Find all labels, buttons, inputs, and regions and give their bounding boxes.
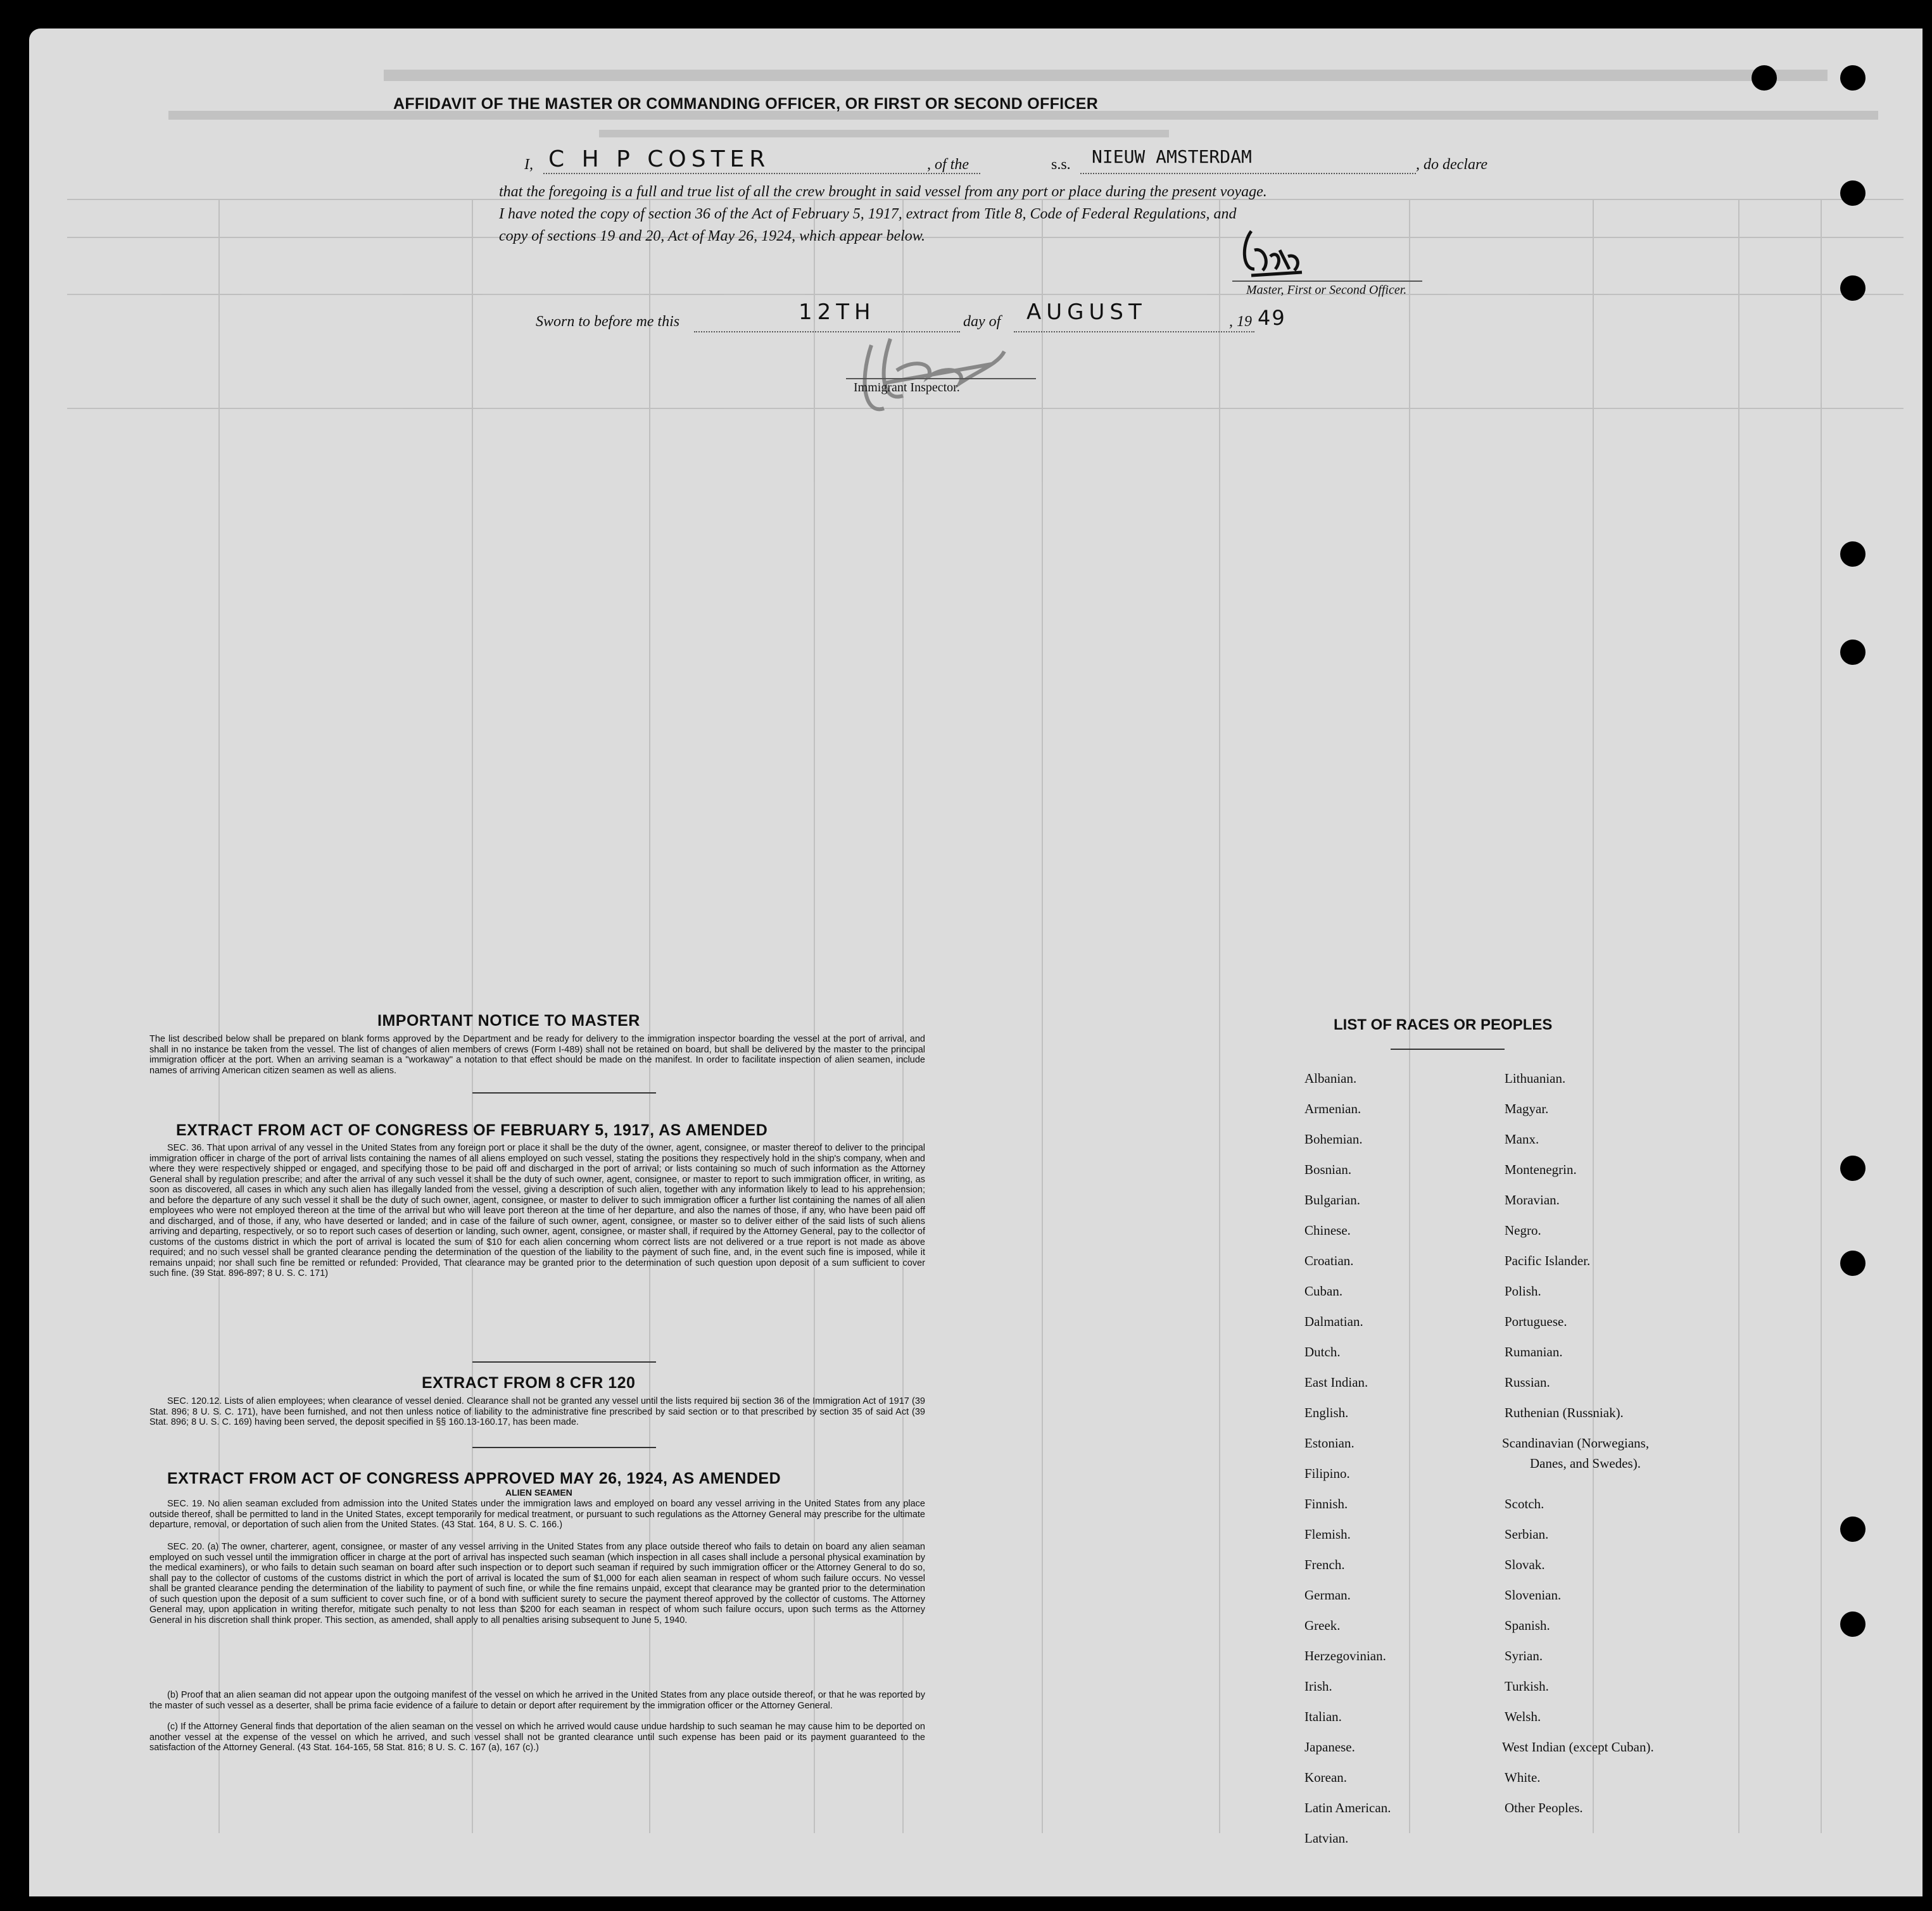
punch-hole [1752, 65, 1777, 91]
race-right: Scandinavian (Norwegians, [1502, 1435, 1650, 1451]
extract-1924-sec20a: SEC. 20. (a) The owner, charterer, agent, consignee, or master of any vessel arriving in the United States from any place outside thereof who fails to detain on board any alien seaman employed on such vessel until the immigration officer in charge at the port of arrival has inspected such seaman (which inspection in all cases shall include a personal physical examination by the medical examiners), or who fails to detain such seaman on board after such inspection or to deport such seaman if required by such immigration officer or the Attorney General to do so, shall pay to the collector of customs of the customs district in which the port of arrival is located the sum of $1,000 for each alien seaman in respect of whom such failure occurs. No vessel shall be granted clearance pending the determination of the liability to payment of such fine, or while the fine remains unpaid, except that clearance may be granted prior to the determination of such question upon the deposit of a sum sufficient to cover such fine, or of a bond with sufficient surety to secure the payment thereof approved by the collector of customs. The Attorney General may, upon application in writing therefor, mitigate such penalty to not less than $200 for each seaman in respect of whom such failure occurs, upon such terms as the Attorney General in his discretion shall think proper. This section, as amended, shall apply to all penalties arising subsequent to June 5, 1940. [149, 1542, 925, 1625]
race-right: Rumanian. [1505, 1344, 1563, 1359]
race-left: Bulgarian. [1304, 1192, 1361, 1208]
punch-hole [1840, 65, 1866, 91]
vessel-name-line [1080, 173, 1416, 174]
race-right: Portuguese. [1505, 1314, 1567, 1329]
race-left: Latin American. [1304, 1800, 1391, 1815]
race-right: Welsh. [1505, 1709, 1541, 1724]
affidavit-line-2: that the foregoing is a full and true list of all the crew brought in said vessel from any port or place during the present voyage. [499, 184, 1267, 200]
race-left: Greek. [1304, 1618, 1341, 1633]
race-right: Other Peoples. [1505, 1800, 1583, 1815]
master-caption: Master, First or Second Officer. [1246, 283, 1407, 297]
punch-hole [1840, 180, 1866, 206]
race-left: Albanian. [1304, 1071, 1357, 1086]
month-line [1014, 331, 1254, 332]
inspector-caption: Immigrant Inspector. [854, 381, 960, 394]
race-right: Russian. [1505, 1375, 1550, 1390]
divider [472, 1447, 656, 1448]
sworn-month-handwritten: AUGUST [1026, 300, 1147, 325]
extract-1924-subtitle: ALIEN SEAMEN [505, 1487, 572, 1498]
inspector-signature [846, 326, 1011, 427]
affidavit-i-label: I, [524, 156, 533, 173]
race-right: Serbian. [1505, 1527, 1549, 1542]
race-left: Latvian. [1304, 1831, 1349, 1846]
race-right: Ruthenian (Russniak). [1505, 1405, 1624, 1420]
race-left: Bohemian. [1304, 1132, 1363, 1147]
race-left: Italian. [1304, 1709, 1342, 1724]
divider [472, 1361, 656, 1363]
race-right: Spanish. [1505, 1618, 1550, 1633]
race-right: Manx. [1505, 1132, 1539, 1147]
race-right: White. [1505, 1770, 1541, 1785]
punch-hole [1840, 1517, 1866, 1542]
race-right: Slovak. [1505, 1557, 1545, 1572]
race-right: Negro. [1505, 1223, 1541, 1238]
race-right: Pacific Islander. [1505, 1253, 1591, 1268]
extract-1917-body: SEC. 36. That upon arrival of any vessel in the United States from any foreign port or place it shall be the duty of the owner, agent, consignee, or master thereof to deliver to the principal immigration officer in charge of the port of arrival lists containing the names of all aliens employed on such vessel, stating the positions they respectively hold in the ship's company, when and where they were respectively shipped or engaged, and specifying those to be paid off and discharged in the port of arrival; or lists containing so much of such information as the Attorney General shall by regulation prescribe; and after the arrival of any such vessel it shall be the duty of such owner, agent, consignee, or master to report to such immigration officer, in writing, as soon as discovered, all cases in which any such alien has illegally landed from the vessel, giving a description of such alien, together with any information likely to lead to his apprehension; and before the departure of any such vessel it shall be the duty of such owner, agent, consignee, or master to deliver to such immigration officer a further list containing the names of all alien employees who were not employed thereon at the time of the arrival but who will leave port thereon at the time of her departure, and also the names of those, if any, who have been paid off and discharged, and of those, if any, who have deserted or landed; and in case of the failure of such owner, agent, consignee, or master so to deliver either of the said lists of such aliens arriving and departing, respectively, or so to report such cases of desertion or landing, such owner, agent, consignee, or master shall, if required by the Attorney General, pay to the collector of customs of the customs district in which the port of arrival is located the sum of $10 for each alien concerning whom correct lists are not delivered or a true report is not made as above required; and no such vessel shall be granted clearance pending the determination of the question of the liability to the payment of such fine, and, in the event such fine is imposed, while it remains unpaid; nor shall such fine be remitted or refunded: Provided, That clearance may be granted prior to the determination of such question upon deposit of a sum sufficient to cover such fine. (39 Stat. 896-897; 8 U. S. C. 171) [149, 1143, 925, 1278]
race-left: Japanese. [1304, 1739, 1355, 1755]
extract-8cfr-body: SEC. 120.12. Lists of alien employees; when clearance of vessel denied. Clearance shall not be granted any vessel until the lists required bij section 36 of the Immigration Act of 1917 (39 Stat. 896; 8 U. S. C. 171), have been furnished, and not then unless notice of liability to the administrative fine prescribed by said section or to that prescribed by section 35 of said Act (39 Stat. 896; 8 U. S. C. 169) having been served, the deposit specified in §§ 160.13-160.17, has been made. [149, 1396, 925, 1427]
race-left: Dutch. [1304, 1344, 1341, 1359]
punch-hole [1840, 640, 1866, 665]
affidavit-declare-label: , do declare [1416, 156, 1488, 173]
divider [472, 1092, 656, 1094]
manifest-page [29, 28, 1923, 1896]
extract-8cfr-title: EXTRACT FROM 8 CFR 120 [422, 1374, 636, 1392]
extract-1924-sec20b: (b) Proof that an alien seaman did not appear upon the outgoing manifest of the vessel on which he arrived in the United States from any place outside thereof, or that he was reported by the master of such vessel as a deserter, shall be prima facie evidence of a failure to detain or deport after requirement by the immigration officer or the Attorney General. [149, 1690, 925, 1711]
race-left: Irish. [1304, 1679, 1332, 1694]
races-title: LIST OF RACES OR PEOPLES [1334, 1016, 1553, 1033]
ss-label: s.s. [1051, 156, 1071, 173]
master-signature-line [1232, 281, 1422, 282]
race-left: Herzegovinian. [1304, 1648, 1386, 1663]
punch-hole [1840, 1156, 1866, 1181]
race-right: Syrian. [1505, 1648, 1543, 1663]
race-right: Scotch. [1505, 1496, 1544, 1511]
race-left: Chinese. [1304, 1223, 1351, 1238]
master-name-handwritten: C H P COSTER [548, 146, 771, 172]
race-left: Armenian. [1304, 1101, 1361, 1116]
race-left: Bosnian. [1304, 1162, 1352, 1177]
race-right: Slovenian. [1505, 1587, 1562, 1603]
punch-hole [1840, 541, 1866, 567]
race-right: Magyar. [1505, 1101, 1549, 1116]
race-left: Cuban. [1304, 1283, 1343, 1299]
vessel-name-typed: NIEUW AMSTERDAM [1092, 146, 1252, 167]
race-right: Danes, and Swedes). [1530, 1456, 1641, 1471]
year-prefix: , 19 [1229, 313, 1252, 330]
punch-hole [1840, 275, 1866, 301]
affidavit-of-the-label: , of the [927, 156, 969, 173]
sworn-day-handwritten: 12TH [799, 300, 876, 325]
affidavit-line-4: copy of sections 19 and 20, Act of May 26, 1924, which appear below. [499, 228, 926, 244]
inspector-signature-line [846, 378, 1036, 379]
master-name-line [543, 173, 980, 174]
race-left: Dalmatian. [1304, 1314, 1363, 1329]
affidavit-line-3: I have noted the copy of section 36 of the Act of February 5, 1917, extract from Title 8, Code of Federal Regulations, and [499, 206, 1237, 222]
extract-1924-sec20c: (c) If the Attorney General finds that deportation of the alien seaman on the vessel on which he arrived would cause undue hardship to such seaman he may cause him to be deported on another vessel at the expense of the vessel on which he arrived, and such vessel shall not be granted clearance until such expense has been paid or its payment guaranteed to the satisfaction of the Attorney General. (43 Stat. 164-165, 58 Stat. 816; 8 U. S. C. 167 (a), 167 (c).) [149, 1722, 925, 1753]
race-right: Moravian. [1505, 1192, 1560, 1208]
race-left: Filipino. [1304, 1466, 1350, 1481]
race-left: Croatian. [1304, 1253, 1354, 1268]
race-left: French. [1304, 1557, 1345, 1572]
extract-1924-title: EXTRACT FROM ACT OF CONGRESS APPROVED MAY 26, 1924, AS AMENDED [167, 1470, 781, 1487]
race-left: German. [1304, 1587, 1351, 1603]
race-right: Turkish. [1505, 1679, 1549, 1694]
race-left: East Indian. [1304, 1375, 1368, 1390]
race-right: West Indian (except Cuban). [1502, 1739, 1654, 1755]
race-left: Finnish. [1304, 1496, 1348, 1511]
sworn-label: Sworn to before me this [536, 313, 680, 330]
affidavit-title: AFFIDAVIT OF THE MASTER OR COMMANDING OFFICER, OR FIRST OR SECOND OFFICER [393, 95, 1099, 113]
extract-1924-sec19: SEC. 19. No alien seaman excluded from admission into the United States under the immigration laws and employed on board any vessel arriving in the United States from any place outside thereof, shall be permitted to land in the United States, except temporarily for medical treatment, or pursuant to such regulations as the Attorney General may prescribe for the ultimate departure, removal, or deportation of such alien from the United States. (43 Stat. 164, 8 U. S. C. 166.) [149, 1499, 925, 1530]
race-right: Polish. [1505, 1283, 1541, 1299]
races-title-rule [1391, 1049, 1505, 1050]
notice-title: IMPORTANT NOTICE TO MASTER [377, 1012, 640, 1030]
sworn-year-handwritten: 49 [1258, 306, 1286, 330]
race-left: Flemish. [1304, 1527, 1351, 1542]
punch-hole [1840, 1611, 1866, 1637]
race-left: English. [1304, 1405, 1349, 1420]
race-right: Montenegrin. [1505, 1162, 1577, 1177]
race-left: Korean. [1304, 1770, 1348, 1785]
day-of-label: day of [963, 313, 1001, 330]
punch-hole [1840, 1251, 1866, 1276]
extract-1917-title: EXTRACT FROM ACT OF CONGRESS OF FEBRUARY 5, 1917, AS AMENDED [176, 1121, 768, 1139]
race-left: Estonian. [1304, 1435, 1354, 1451]
notice-body: The list described below shall be prepared on blank forms approved by the Department and be ready for delivery to the immigration inspector boarding the vessel at the port of arrival, and shall in no instance be taken from the vessel. The list of changes of alien members of crews (Form I-489) shall not be retained on board, but shall be delivered by the master to the principal immigration officer at the port. When an arriving seaman is a "workaway" a notation to that effect should be made on the manifest. In order to facilitate inspection of alien seamen, include names of arriving American citizen seamen as well as aliens. [149, 1034, 925, 1076]
race-right: Lithuanian. [1505, 1071, 1566, 1086]
